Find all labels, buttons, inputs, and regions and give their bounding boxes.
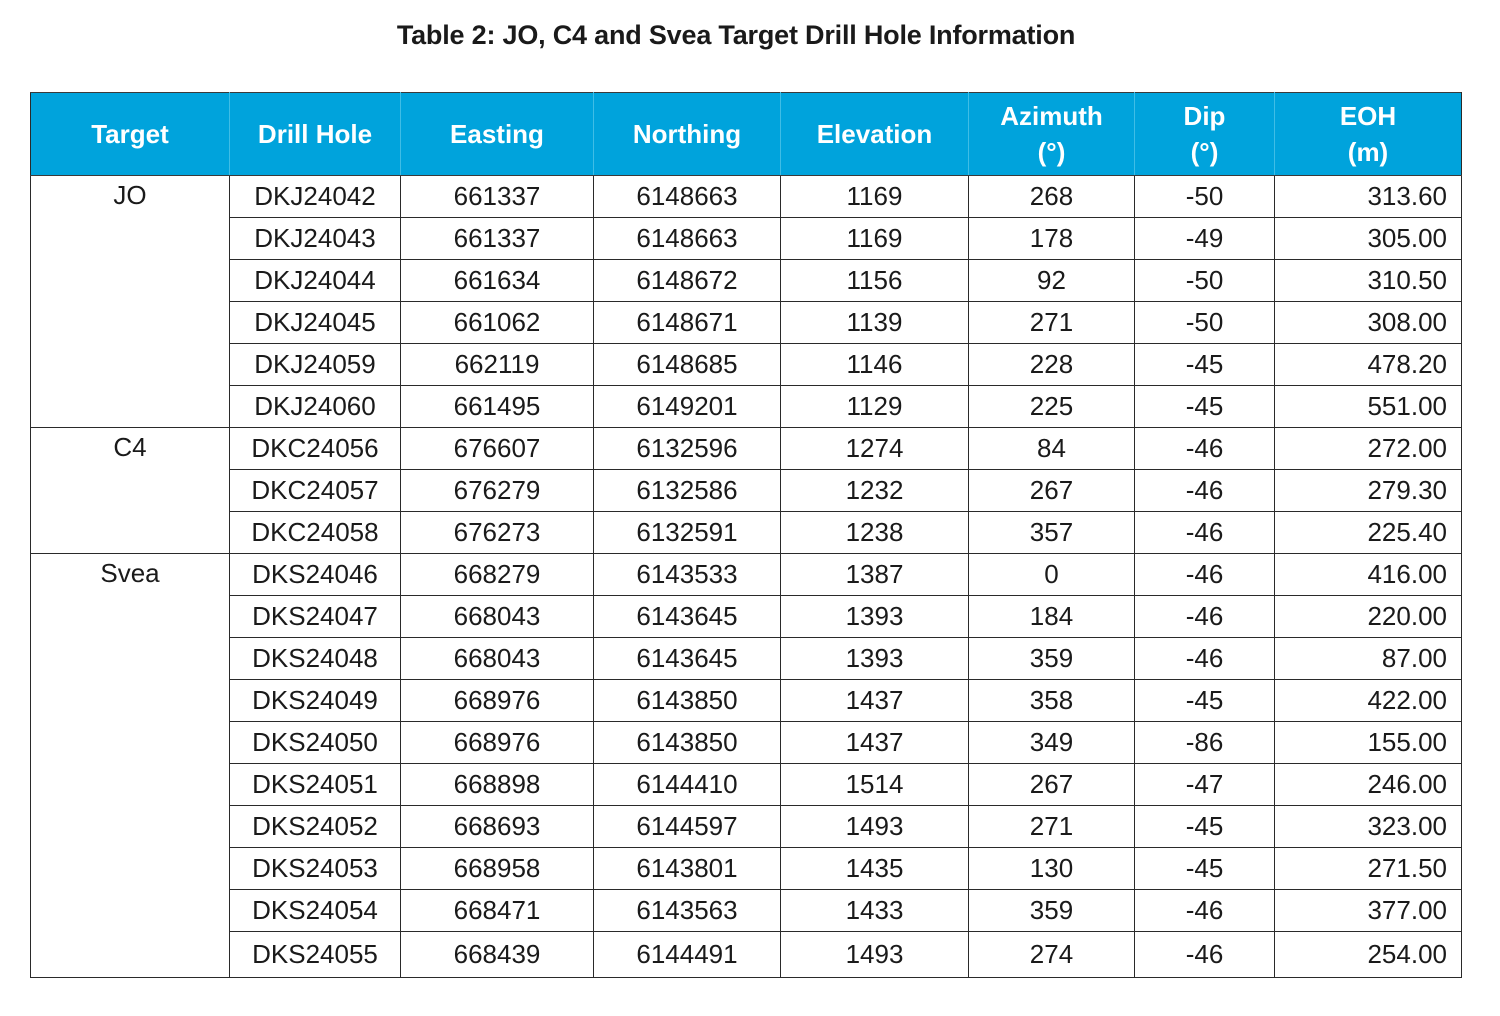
cell-drill-hole: DKS24053 bbox=[230, 848, 401, 890]
cell-eoh: 246.00 bbox=[1275, 764, 1462, 806]
cell-eoh: 272.00 bbox=[1275, 428, 1462, 470]
cell-eoh: 416.00 bbox=[1275, 554, 1462, 596]
cell-drill-hole: DKJ24042 bbox=[230, 176, 401, 218]
cell-dip: -50 bbox=[1135, 260, 1275, 302]
cell-easting: 668471 bbox=[401, 890, 594, 932]
cell-elevation: 1232 bbox=[781, 470, 969, 512]
cell-northing: 6132596 bbox=[594, 428, 781, 470]
table-row bbox=[31, 722, 1462, 764]
cell-azimuth: 92 bbox=[969, 260, 1135, 302]
cell-eoh: 323.00 bbox=[1275, 806, 1462, 848]
table-row bbox=[31, 428, 1462, 470]
table-title: Table 2: JO, C4 and Svea Target Drill Hole Information bbox=[396, 20, 1076, 50]
cell-eoh: 313.60 bbox=[1275, 176, 1462, 218]
cell-elevation: 1393 bbox=[781, 596, 969, 638]
cell-dip: -46 bbox=[1135, 428, 1275, 470]
cell-easting: 668439 bbox=[401, 932, 594, 978]
header-northing: Northing bbox=[594, 93, 781, 176]
cell-drill-hole: DKS24047 bbox=[230, 596, 401, 638]
cell-eoh: 305.00 bbox=[1275, 218, 1462, 260]
cell-azimuth: 228 bbox=[969, 344, 1135, 386]
cell-eoh: 478.20 bbox=[1275, 344, 1462, 386]
cell-drill-hole: DKJ24045 bbox=[230, 302, 401, 344]
cell-easting: 668976 bbox=[401, 722, 594, 764]
cell-elevation: 1146 bbox=[781, 344, 969, 386]
cell-eoh: 225.40 bbox=[1275, 512, 1462, 554]
cell-easting: 662119 bbox=[401, 344, 594, 386]
table-row bbox=[31, 596, 1462, 638]
cell-azimuth: 358 bbox=[969, 680, 1135, 722]
cell-dip: -45 bbox=[1135, 680, 1275, 722]
cell-target: Svea bbox=[31, 554, 230, 978]
cell-easting: 661337 bbox=[401, 218, 594, 260]
drill-hole-table bbox=[30, 92, 1462, 978]
cell-easting: 661062 bbox=[401, 302, 594, 344]
cell-elevation: 1393 bbox=[781, 638, 969, 680]
cell-northing: 6148671 bbox=[594, 302, 781, 344]
cell-azimuth: 225 bbox=[969, 386, 1135, 428]
cell-easting: 661495 bbox=[401, 386, 594, 428]
cell-easting: 668976 bbox=[401, 680, 594, 722]
cell-drill-hole: DKS24052 bbox=[230, 806, 401, 848]
cell-northing: 6143801 bbox=[594, 848, 781, 890]
cell-azimuth: 357 bbox=[969, 512, 1135, 554]
cell-northing: 6143850 bbox=[594, 722, 781, 764]
cell-dip: -50 bbox=[1135, 302, 1275, 344]
cell-drill-hole: DKS24054 bbox=[230, 890, 401, 932]
cell-easting: 668898 bbox=[401, 764, 594, 806]
cell-dip: -46 bbox=[1135, 470, 1275, 512]
header-drill-hole: Drill Hole bbox=[230, 93, 401, 176]
table-row bbox=[31, 344, 1462, 386]
table-header bbox=[31, 93, 1462, 176]
table-row bbox=[31, 176, 1462, 218]
cell-dip: -46 bbox=[1135, 890, 1275, 932]
cell-dip: -45 bbox=[1135, 344, 1275, 386]
cell-azimuth: 184 bbox=[969, 596, 1135, 638]
cell-elevation: 1493 bbox=[781, 806, 969, 848]
cell-drill-hole: DKC24057 bbox=[230, 470, 401, 512]
cell-elevation: 1437 bbox=[781, 722, 969, 764]
cell-eoh: 254.00 bbox=[1275, 932, 1462, 978]
cell-easting: 668279 bbox=[401, 554, 594, 596]
cell-easting: 668693 bbox=[401, 806, 594, 848]
cell-eoh: 422.00 bbox=[1275, 680, 1462, 722]
cell-dip: -50 bbox=[1135, 176, 1275, 218]
cell-elevation: 1437 bbox=[781, 680, 969, 722]
cell-drill-hole: DKJ24059 bbox=[230, 344, 401, 386]
cell-northing: 6144491 bbox=[594, 932, 781, 978]
cell-elevation: 1156 bbox=[781, 260, 969, 302]
cell-dip: -45 bbox=[1135, 386, 1275, 428]
cell-drill-hole: DKS24050 bbox=[230, 722, 401, 764]
table-row bbox=[31, 386, 1462, 428]
table-row bbox=[31, 512, 1462, 554]
table-row bbox=[31, 764, 1462, 806]
cell-northing: 6144597 bbox=[594, 806, 781, 848]
table-row bbox=[31, 848, 1462, 890]
cell-drill-hole: DKS24051 bbox=[230, 764, 401, 806]
cell-azimuth: 268 bbox=[969, 176, 1135, 218]
table-row bbox=[31, 890, 1462, 932]
cell-northing: 6148672 bbox=[594, 260, 781, 302]
cell-easting: 661634 bbox=[401, 260, 594, 302]
cell-northing: 6132586 bbox=[594, 470, 781, 512]
cell-elevation: 1435 bbox=[781, 848, 969, 890]
cell-elevation: 1274 bbox=[781, 428, 969, 470]
cell-azimuth: 271 bbox=[969, 806, 1135, 848]
cell-northing: 6143533 bbox=[594, 554, 781, 596]
cell-azimuth: 130 bbox=[969, 848, 1135, 890]
cell-northing: 6148663 bbox=[594, 218, 781, 260]
cell-eoh: 377.00 bbox=[1275, 890, 1462, 932]
cell-azimuth: 349 bbox=[969, 722, 1135, 764]
cell-drill-hole: DKS24046 bbox=[230, 554, 401, 596]
cell-northing: 6132591 bbox=[594, 512, 781, 554]
cell-elevation: 1493 bbox=[781, 932, 969, 978]
cell-azimuth: 359 bbox=[969, 638, 1135, 680]
table-body bbox=[31, 176, 1462, 978]
cell-drill-hole: DKJ24043 bbox=[230, 218, 401, 260]
cell-dip: -46 bbox=[1135, 596, 1275, 638]
cell-elevation: 1238 bbox=[781, 512, 969, 554]
cell-azimuth: 267 bbox=[969, 470, 1135, 512]
header-row bbox=[31, 93, 1462, 176]
cell-northing: 6144410 bbox=[594, 764, 781, 806]
header-azimuth: Azimuth (°) bbox=[969, 93, 1135, 176]
cell-target: C4 bbox=[31, 428, 230, 554]
table-row bbox=[31, 806, 1462, 848]
cell-eoh: 271.50 bbox=[1275, 848, 1462, 890]
cell-easting: 676273 bbox=[401, 512, 594, 554]
cell-easting: 676279 bbox=[401, 470, 594, 512]
cell-dip: -46 bbox=[1135, 554, 1275, 596]
cell-northing: 6143563 bbox=[594, 890, 781, 932]
cell-northing: 6143645 bbox=[594, 638, 781, 680]
cell-azimuth: 359 bbox=[969, 890, 1135, 932]
header-eoh: EOH (m) bbox=[1275, 93, 1462, 176]
table-row bbox=[31, 932, 1462, 978]
cell-easting: 668958 bbox=[401, 848, 594, 890]
cell-easting: 668043 bbox=[401, 638, 594, 680]
cell-target: JO bbox=[31, 176, 230, 428]
cell-dip: -46 bbox=[1135, 932, 1275, 978]
cell-easting: 668043 bbox=[401, 596, 594, 638]
header-target: Target bbox=[31, 93, 230, 176]
cell-drill-hole: DKC24058 bbox=[230, 512, 401, 554]
cell-elevation: 1129 bbox=[781, 386, 969, 428]
cell-northing: 6143850 bbox=[594, 680, 781, 722]
cell-elevation: 1433 bbox=[781, 890, 969, 932]
cell-northing: 6148663 bbox=[594, 176, 781, 218]
cell-dip: -47 bbox=[1135, 764, 1275, 806]
header-dip: Dip (°) bbox=[1135, 93, 1275, 176]
cell-easting: 661337 bbox=[401, 176, 594, 218]
cell-drill-hole: DKS24049 bbox=[230, 680, 401, 722]
cell-dip: -46 bbox=[1135, 512, 1275, 554]
cell-azimuth: 271 bbox=[969, 302, 1135, 344]
table-row bbox=[31, 680, 1462, 722]
cell-azimuth: 84 bbox=[969, 428, 1135, 470]
table-row bbox=[31, 554, 1462, 596]
cell-eoh: 551.00 bbox=[1275, 386, 1462, 428]
cell-drill-hole: DKS24055 bbox=[230, 932, 401, 978]
cell-azimuth: 178 bbox=[969, 218, 1135, 260]
cell-eoh: 308.00 bbox=[1275, 302, 1462, 344]
table-row bbox=[31, 638, 1462, 680]
table-row bbox=[31, 218, 1462, 260]
cell-dip: -86 bbox=[1135, 722, 1275, 764]
cell-eoh: 87.00 bbox=[1275, 638, 1462, 680]
cell-azimuth: 0 bbox=[969, 554, 1135, 596]
cell-dip: -46 bbox=[1135, 638, 1275, 680]
header-easting: Easting bbox=[401, 93, 594, 176]
cell-eoh: 279.30 bbox=[1275, 470, 1462, 512]
cell-dip: -45 bbox=[1135, 848, 1275, 890]
cell-northing: 6148685 bbox=[594, 344, 781, 386]
cell-eoh: 310.50 bbox=[1275, 260, 1462, 302]
table-row bbox=[31, 302, 1462, 344]
cell-eoh: 220.00 bbox=[1275, 596, 1462, 638]
cell-drill-hole: DKJ24044 bbox=[230, 260, 401, 302]
cell-northing: 6143645 bbox=[594, 596, 781, 638]
cell-eoh: 155.00 bbox=[1275, 722, 1462, 764]
cell-drill-hole: DKS24048 bbox=[230, 638, 401, 680]
cell-northing: 6149201 bbox=[594, 386, 781, 428]
cell-elevation: 1514 bbox=[781, 764, 969, 806]
cell-dip: -45 bbox=[1135, 806, 1275, 848]
cell-elevation: 1139 bbox=[781, 302, 969, 344]
table-row bbox=[31, 260, 1462, 302]
cell-drill-hole: DKJ24060 bbox=[230, 386, 401, 428]
cell-drill-hole: DKC24056 bbox=[230, 428, 401, 470]
cell-dip: -49 bbox=[1135, 218, 1275, 260]
table-row bbox=[31, 470, 1462, 512]
cell-azimuth: 267 bbox=[969, 764, 1135, 806]
header-elevation: Elevation bbox=[781, 93, 969, 176]
cell-elevation: 1169 bbox=[781, 218, 969, 260]
cell-easting: 676607 bbox=[401, 428, 594, 470]
cell-elevation: 1169 bbox=[781, 176, 969, 218]
cell-azimuth: 274 bbox=[969, 932, 1135, 978]
cell-elevation: 1387 bbox=[781, 554, 969, 596]
